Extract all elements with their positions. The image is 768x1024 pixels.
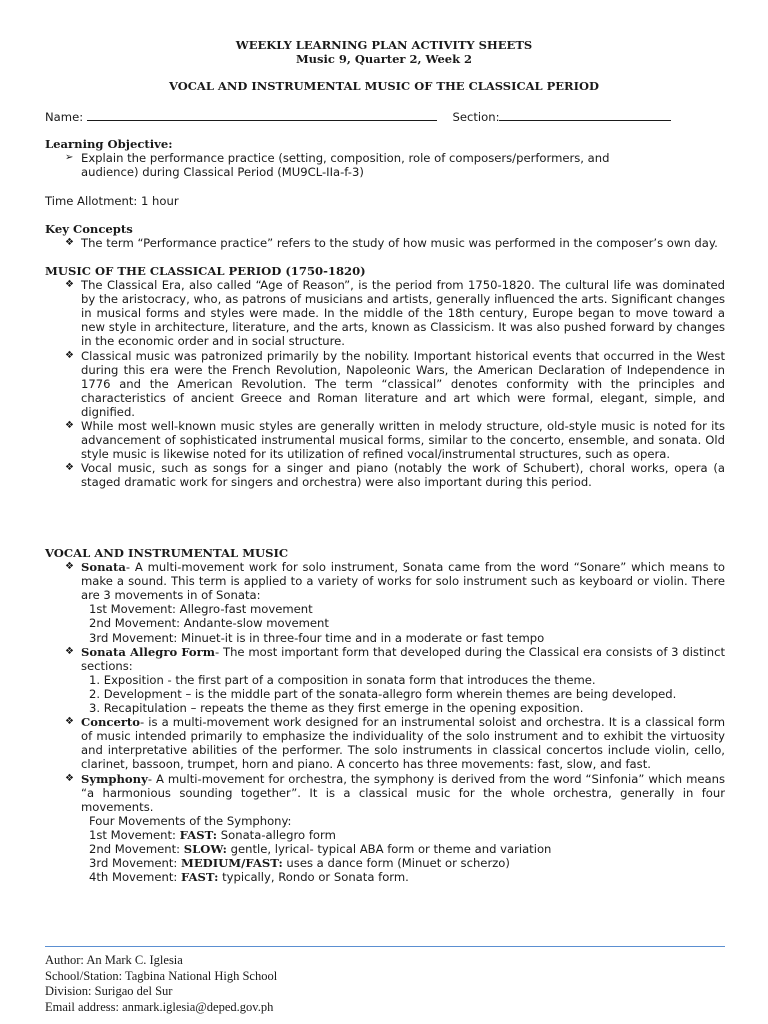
sonata-term: Sonata: [81, 560, 126, 575]
footer-divider: [45, 946, 725, 947]
classical-paragraph-3: While most well-known music styles are generally written in melody structure, old-style music is noted for its advancement of sophisticated instrumental musical forms, similar to the concerto, ensemble, and sonata. Old style music is likewise noted for its utilization of refined vocal/instrumental structures, such as opera.: [81, 419, 725, 462]
allegro-section-3: 3. Recapitulation – repeats the theme as they first emerge in the opening exposition.: [89, 701, 584, 716]
symphony-movement-3: 3rd Movement: MEDIUM/FAST: uses a dance form (Minuet or scherzo): [89, 856, 510, 871]
diamond-bullet-icon: ❖: [65, 279, 74, 291]
time-allotment: Time Allotment: 1 hour: [45, 194, 179, 208]
concerto-text: - is a multi-movement work designed for an instrumental soloist and orchestra. It is a classical form of music intended primarily to emphasize the individuality of the solo instrument and to exhibit the virtuosity and interpretative abilities of the performer. The solo instruments in classical concertos include violin, cello, clarinet, bassoon, trumpet, horn and piano. A concerto has three movements: fast, slow, and fast.: [81, 715, 725, 772]
sonata-movement-3: 3rd Movement: Minuet-it is in three-four time and in a moderate or fast tempo: [89, 630, 545, 645]
sonata-movement-2: 2nd Movement: Andante-slow movement: [89, 616, 329, 631]
footer-school: School/Station: Tagbina National High School: [45, 968, 278, 983]
vocal-instrumental-heading: VOCAL AND INSTRUMENTAL MUSIC: [45, 546, 289, 560]
objective-heading: Learning Objective:: [45, 137, 173, 151]
learning-objective: [45, 137, 725, 179]
key-concept-text: The term “Performance practice” refers to the study of how music was performed in the composer’s own day.: [81, 236, 718, 251]
section-label: Section:: [452, 110, 500, 124]
sheet-header: [0, 38, 768, 93]
vocal-instrumental-section: [45, 546, 725, 884]
diamond-bullet-icon: ❖: [65, 349, 74, 361]
diamond-bullet-icon: ❖: [65, 645, 74, 657]
name-section-row: [45, 109, 725, 124]
sonata-text: - A multi-movement work for solo instrument, Sonata came from the word “Sonare” which means to make a sound. This term is applied to a variety of works for solo instrument such as keyboard or violin. There are 3 movements in of Sonata:: [81, 560, 725, 603]
footer-email[interactable]: Email address: anmark.iglesia@deped.gov.ph: [45, 999, 274, 1014]
diamond-bullet-icon: ❖: [65, 237, 74, 249]
footer-author: Author: An Mark C. Iglesia: [45, 953, 183, 967]
sonata-allegro-item: [45, 645, 725, 673]
symphony-movements-heading: Four Movements of the Symphony:: [89, 813, 292, 828]
arrow-bullet-icon: ➢: [65, 152, 74, 164]
symphony-movement-4: 4th Movement: FAST: typically, Rondo or Sonata form.: [89, 870, 409, 885]
classical-period-heading: MUSIC OF THE CLASSICAL PERIOD (1750-1820): [45, 264, 366, 278]
diamond-bullet-icon: ❖: [65, 772, 74, 784]
allegro-section-2: 2. Development – is the middle part of the sonata-allegro form wherein themes are being developed.: [89, 686, 677, 701]
name-field[interactable]: [87, 109, 437, 121]
symphony-text: - A multi-movement for orchestra, the symphony is derived from the word “Sinfonia” which means “a harmonious sounding together”. It is a classical music for the whole orchestra, generally in four movements.: [81, 771, 725, 814]
document-title: VOCAL AND INSTRUMENTAL MUSIC OF THE CLASSICAL PERIOD: [169, 79, 599, 93]
concerto-term: Concerto: [81, 715, 141, 730]
name-label: Name:: [45, 110, 84, 124]
objective-text-line-1: Explain the performance practice (setting, composition, role of composers/performers, and: [81, 151, 610, 166]
footer-info: [45, 953, 277, 1015]
allegro-section-1: 1. Exposition - the first part of a composition in sonata form that introduces the theme.: [89, 672, 596, 687]
header-line-1: WEEKLY LEARNING PLAN ACTIVITY SHEETS: [235, 38, 533, 52]
classical-paragraph-1: The Classical Era, also called “Age of Reason”, is the period from 1750-1820. The cultural life was dominated by the aristocracy, who, as patrons of musicians and artists, generally influenced the arts. Significant changes in musical forms and styles were made. In the middle of the 18th century, Europe began to move toward a new style in architecture, literature, and the arts, known as Classicism. It was also pushed forward by changes in the economic order and in social structure.: [81, 278, 725, 349]
symphony-movement-1: 1st Movement: FAST: Sonata-allegro form: [89, 827, 336, 842]
diamond-bullet-icon: ❖: [65, 561, 74, 573]
section-field[interactable]: [499, 109, 671, 121]
classical-period-section: [45, 264, 725, 490]
sonata-allegro-text: - The most important form that developed during the Classical era consists of 3 distinct sections:: [81, 644, 725, 673]
classical-paragraph-4: Vocal music, such as songs for a singer and piano (notably the work of Schubert), choral works, opera (a staged dramatic work for singers and orchestra) were also important during this period.: [81, 461, 725, 490]
symphony-term: Symphony: [81, 771, 148, 786]
diamond-bullet-icon: ❖: [65, 462, 74, 474]
diamond-bullet-icon: ❖: [65, 420, 74, 432]
symphony-item: [45, 772, 725, 814]
key-concepts-heading: Key Concepts: [45, 222, 133, 236]
sonata-allegro-term: Sonata Allegro Form: [81, 644, 216, 659]
sonata-movement-1: 1st Movement: Allegro-fast movement: [89, 602, 313, 617]
header-line-2: Music 9, Quarter 2, Week 2: [295, 52, 473, 66]
symphony-movement-2: 2nd Movement: SLOW: gentle, lyrical- typical ABA form or theme and variation: [89, 841, 552, 856]
sonata-item: [45, 560, 725, 602]
concerto-item: [45, 715, 725, 771]
classical-paragraph-2: Classical music was patronized primarily by the nobility. Important historical events that occurred in the West during this era were the French Revolution, Napoleonic Wars, the American Declaration of Independence in 1776 and the American Revolution. The term “classical” denotes conformity with the principles and characteristics of ancient Greece and Roman literature and art which were formal, elegant, simple, and dignified.: [81, 348, 725, 419]
footer-division: Division: Surigao del Sur: [45, 984, 173, 998]
key-concepts: [45, 222, 725, 250]
diamond-bullet-icon: ❖: [65, 716, 74, 728]
objective-text-line-2: audience) during Classical Period (MU9CL-IIa-f-3): [81, 165, 364, 180]
